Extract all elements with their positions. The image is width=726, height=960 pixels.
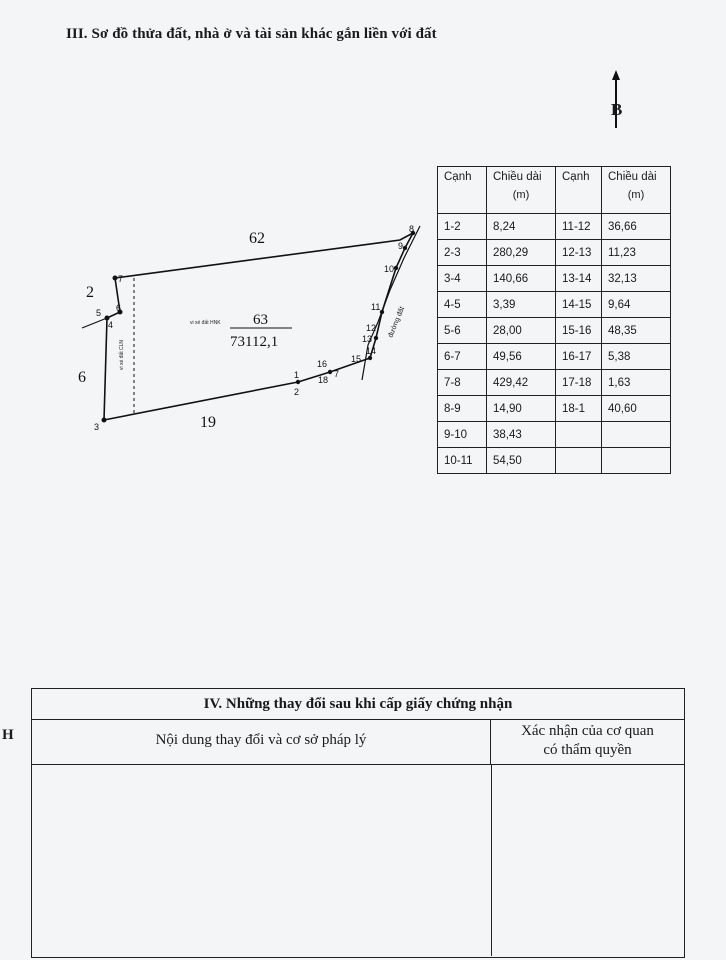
point-label-7: 7 [118,274,124,284]
edge-length-cell: 11,23 [602,240,671,266]
edge-name-cell [556,422,602,448]
edge-name-cell: 11-12 [556,214,602,240]
edge-length-cell: 48,35 [602,318,671,344]
point-label-16: 16 [317,359,328,369]
parcel-area: 73112,1 [230,334,279,350]
neighbor-left-top: 2 [86,284,94,301]
edge-length-cell: 38,43 [487,422,556,448]
edge-table-row [438,292,671,318]
edge-name-cell: 16-17 [556,344,602,370]
edge-length-cell: 9,64 [602,292,671,318]
road-label-left: vi xé đất CLN [119,339,125,370]
changes-table [31,688,685,958]
edge-length-cell: 140,66 [487,266,556,292]
road-label-right: đường đất [387,305,407,339]
edge-table-row [438,448,671,474]
point-label-13: 13 [362,334,373,344]
edge-name-cell: 10-11 [438,448,487,474]
edge-header-canh-1: Cạnh [438,167,487,214]
changes-col-confirmation [491,720,684,764]
edge-name-cell: 2-3 [438,240,487,266]
edge-name-cell: 18-1 [556,396,602,422]
edge-name-cell: 1-2 [438,214,487,240]
edge-name-cell: 17-18 [556,370,602,396]
section-title: III. Sơ đồ thửa đất, nhà ở và tài sản khác gắn liền với đất [66,26,437,42]
small-label: vi xé đất HNK [190,320,221,326]
point-label-2: 2 [294,387,300,397]
edge-name-cell: 6-7 [438,344,487,370]
edge-length-cell: 5,38 [602,344,671,370]
north-label: B [611,100,623,119]
point-label-1: 1 [294,370,300,380]
edge-name-cell: 4-5 [438,292,487,318]
edge-length-cell: 8,24 [487,214,556,240]
edge-length-cell: 280,29 [487,240,556,266]
changes-col-content: Nội dung thay đổi và cơ sở pháp lý [32,720,491,764]
edge-header-unit-1: (m) [512,189,530,201]
edge-length-cell: 1,63 [602,370,671,396]
edge-length-cell: 40,60 [602,396,671,422]
edge-table-row [438,422,671,448]
edge-table-row [438,318,671,344]
edge-length-cell: 36,66 [602,214,671,240]
changes-body-left [32,765,492,956]
edge-name-cell: 9-10 [438,422,487,448]
edge-length-cell: 28,00 [487,318,556,344]
edge-length-cell: 14,90 [487,396,556,422]
point-label-14: 14 [366,346,377,356]
edge-length-cell: 54,50 [487,448,556,474]
point-label-15: 15 [351,354,362,364]
edge-name-cell: 3-4 [438,266,487,292]
neighbor-top: 62 [249,230,265,247]
point-label-6: 6 [116,303,122,313]
edge-table-row [438,396,671,422]
changes-col-confirmation-line1: Xác nhận của cơ quan [521,723,654,739]
boundary-bottom [104,358,370,420]
edge-table-row [438,214,671,240]
edge-name-cell [556,448,602,474]
edge-length-cell: 32,13 [602,266,671,292]
changes-col-confirmation-line2: có thẩm quyền [543,742,632,758]
edge-table-row [438,266,671,292]
point-label-11: 11 [371,302,381,312]
edge-table-header-row [438,167,671,214]
edge-length-cell: 3,39 [487,292,556,318]
edge-name-cell: 14-15 [556,292,602,318]
edge-name-cell: 7-8 [438,370,487,396]
changes-header-row [32,720,684,765]
margin-mark: H [2,727,14,743]
point-label-3: 3 [94,422,100,432]
edge-name-cell: 12-13 [556,240,602,266]
point-label-8: 8 [409,224,415,234]
point-label-10: 10 [384,264,395,274]
neighbor-bottom: 19 [200,414,216,431]
point-label-18: 18 [318,375,329,385]
edge-header-canh-2: Cạnh [556,167,602,214]
edge-length-cell: 429,42 [487,370,556,396]
parcel-number: 63 [253,312,268,328]
boundary-left [104,278,120,420]
changes-title: IV. Những thay đổi sau khi cấp giấy chứng nhận [32,689,684,720]
edge-name-cell: 8-9 [438,396,487,422]
edge-length-cell: 49,56 [487,344,556,370]
point-label-4: 4 [108,320,114,330]
edge-length-cell [602,422,671,448]
edge-table-row [438,344,671,370]
edge-length-table [437,166,671,474]
point-label-12: 12 [366,323,377,333]
point-label-17: 7 [334,369,340,379]
edge-table-row [438,370,671,396]
edge-header-unit-2: (m) [627,189,645,201]
edge-name-cell: 15-16 [556,318,602,344]
edge-name-cell: 5-6 [438,318,487,344]
edge-header-length-2: Chiều dài (m) [602,167,671,214]
point-label-5: 5 [96,308,102,318]
point-label-9: 9 [398,241,404,251]
edge-length-cell [602,448,671,474]
edge-name-cell: 13-14 [556,266,602,292]
changes-body [32,765,684,956]
neighbor-left: 6 [78,369,86,386]
edge-table-row [438,240,671,266]
edge-header-length-1: Chiều dài (m) [487,167,556,214]
